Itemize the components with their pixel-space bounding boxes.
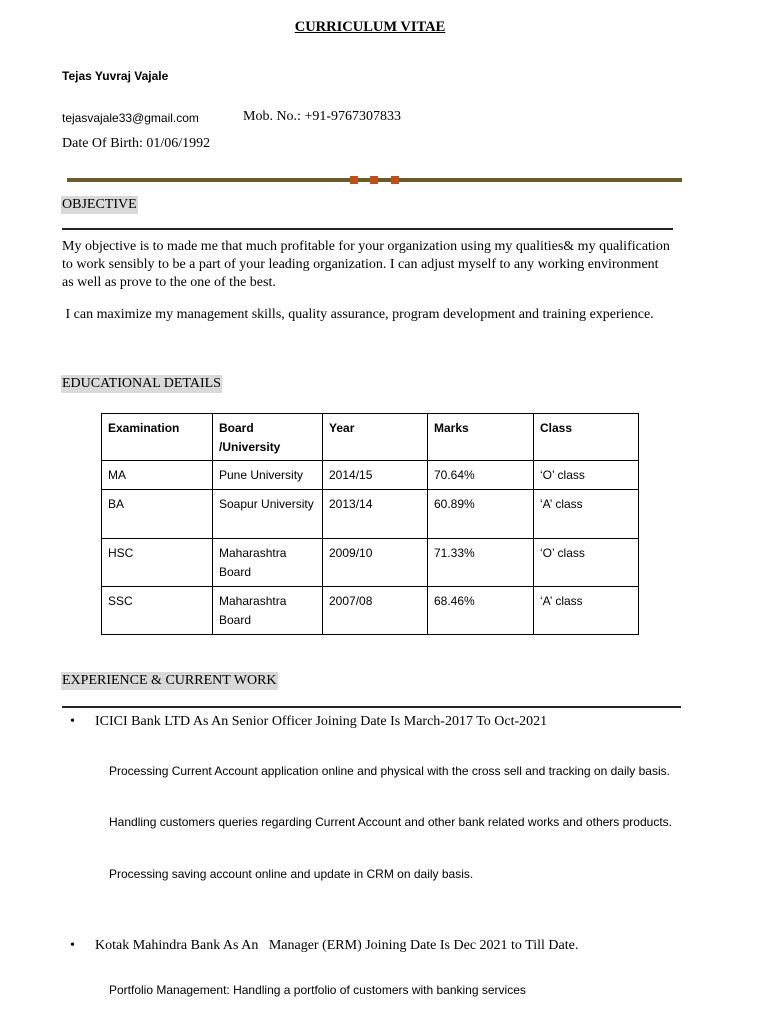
education-table xyxy=(101,413,639,635)
table-cell: 70.64% xyxy=(428,461,534,490)
column-header: Marks xyxy=(428,414,534,461)
table-row xyxy=(102,490,639,539)
table-row xyxy=(102,587,639,635)
table-cell: ‘A’ class xyxy=(534,490,639,539)
objective-rule xyxy=(62,228,673,230)
job-duty: Portfolio Management: Handling a portfolio of customers with banking services xyxy=(109,983,526,997)
column-header: Class xyxy=(534,414,639,461)
table-row xyxy=(102,461,639,490)
job-duty: Processing saving account online and update in CRM on daily basis. xyxy=(109,867,474,881)
ornamental-divider xyxy=(67,176,682,184)
job-entry xyxy=(70,938,578,954)
table-cell: 2014/15 xyxy=(323,461,428,490)
table-cell: 60.89% xyxy=(428,490,534,539)
divider-square xyxy=(370,176,378,184)
mobile-number: Mob. No.: +91-9767307833 xyxy=(243,109,402,124)
table-header-row xyxy=(102,414,639,461)
table-row xyxy=(102,539,639,587)
table-cell: Maharashtra Board xyxy=(213,587,323,635)
table-cell: 2013/14 xyxy=(323,490,428,539)
table-cell: HSC xyxy=(102,539,213,587)
table-cell: SSC xyxy=(102,587,213,635)
bullet-icon: • xyxy=(70,714,75,729)
divider-square xyxy=(350,176,358,184)
candidate-name: Tejas Yuvraj Vajale xyxy=(62,69,169,83)
experience-heading: EXPERIENCE & CURRENT WORK xyxy=(62,673,277,688)
table-cell: ‘O’ class xyxy=(534,539,639,587)
column-header: Year xyxy=(323,414,428,461)
column-header: Board /University xyxy=(213,414,323,461)
column-header: Examination xyxy=(102,414,213,461)
table-cell: ‘O’ class xyxy=(534,461,639,490)
table-cell: 2009/10 xyxy=(323,539,428,587)
job-title: ICICI Bank LTD As An Senior Officer Joining Date Is March-2017 To Oct-2021 xyxy=(95,714,548,729)
table-cell: Maharashtra Board xyxy=(213,539,323,587)
table-cell: Pune University xyxy=(213,461,323,490)
date-of-birth: Date Of Birth: 01/06/1992 xyxy=(62,136,211,151)
table-cell: 2007/08 xyxy=(323,587,428,635)
table-cell: ‘A’ class xyxy=(534,587,639,635)
job-entry xyxy=(70,714,547,730)
table-cell: MA xyxy=(102,461,213,490)
divider-square xyxy=(391,176,399,184)
table-cell: Soapur University xyxy=(213,490,323,539)
objective-heading: OBJECTIVE xyxy=(62,197,137,212)
table-cell: 68.46% xyxy=(428,587,534,635)
objective-paragraph: I can maximize my management skills, quality assurance, program development and training experience. xyxy=(62,307,654,322)
job-title: Kotak Mahindra Bank As An Manager (ERM) Joining Date Is Dec 2021 to Till Date. xyxy=(95,938,579,953)
bullet-icon: • xyxy=(70,938,75,953)
experience-rule xyxy=(62,706,681,708)
table-cell: 71.33% xyxy=(428,539,534,587)
education-heading: EDUCATIONAL DETAILS xyxy=(62,376,221,391)
job-duty: Processing Current Account application online and physical with the cross sell and tracking on daily basis. xyxy=(109,764,670,778)
objective-paragraph: My objective is to made me that much profitable for your organization using my qualities& my qualification to work sensibly to be a part of your leading organization. I can adjust myself to any working environment as well as prove to the one of the best. xyxy=(62,239,670,290)
email-address: tejasvajale33@gmail.com xyxy=(62,111,199,125)
document-title: CURRICULUM VITAE xyxy=(294,19,446,35)
table-cell: BA xyxy=(102,490,213,539)
job-duty: Handling customers queries regarding Current Account and other bank related works and others products. xyxy=(109,815,672,829)
